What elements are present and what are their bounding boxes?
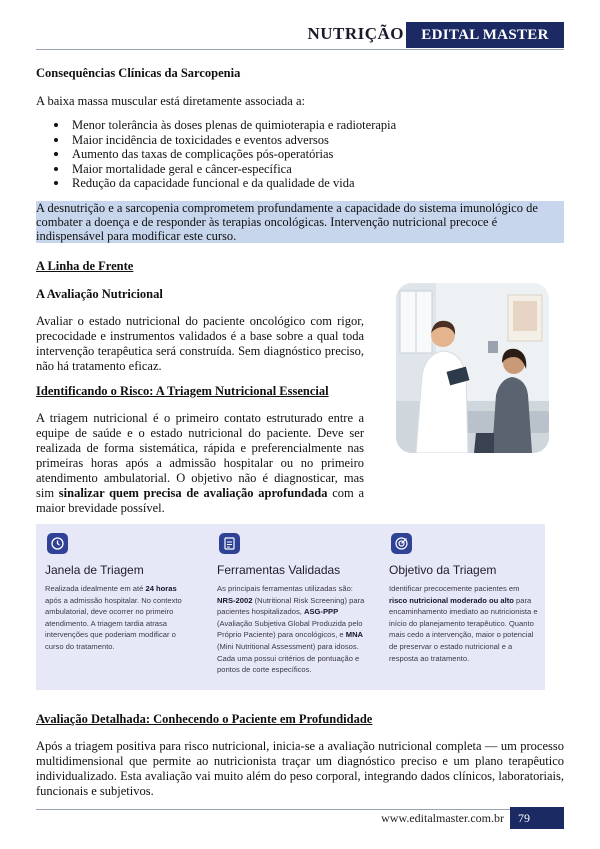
card-screening-window (36, 524, 196, 690)
doctor-patient-photo (396, 283, 549, 453)
clipboard-icon (219, 533, 240, 554)
header-divider (36, 49, 564, 50)
page-number: 79 (510, 807, 564, 829)
card-validated-tools (208, 524, 368, 690)
page-header (0, 22, 600, 50)
header-subject: NUTRIÇÃO (307, 24, 404, 43)
section-heading-screening: Identificando o Risco: A Triagem Nutricional Essencial (36, 384, 329, 398)
assessment-paragraph: Avaliar o estado nutricional do paciente oncológico com rigor, precocidade e instrumentos validados é a base sobre a qual toda intervenção terapêutica será construída. Sem diagnóstico preciso, não há tratamento eficaz. (36, 314, 364, 373)
header-brand: EDITAL MASTER (406, 22, 564, 48)
list-item: Maior mortalidade geral e câncer-específica (52, 162, 552, 177)
list-item: Redução da capacidade funcional e da qualidade de vida (52, 176, 552, 191)
section-heading-front-line: A Linha de Frente (36, 259, 134, 273)
subheading-assessment: A Avaliação Nutricional (36, 287, 163, 301)
card-body: Identificar precocemente pacientes em risco nutricional moderado ou alto para encaminhamento imediato ao nutricionista e início do planejamento terapêutico. Quanto mais cedo a intervenção, maior o potencial de preservar o estado nutricional e a resposta ao tratamento. (389, 584, 538, 663)
list-item: Maior incidência de toxicidades e eventos adversos (52, 133, 552, 148)
section-heading-detailed-assessment: Avaliação Detalhada: Conhecendo o Paciente em Profundidade (36, 712, 373, 726)
consequences-list (52, 118, 552, 191)
intro-text: A baixa massa muscular está diretamente associada a: (36, 94, 305, 108)
list-item: Menor tolerância às doses plenas de quimioterapia e radioterapia (52, 118, 552, 133)
target-icon (391, 533, 412, 554)
footer-divider (36, 809, 564, 810)
screening-paragraph: A triagem nutricional é o primeiro contato estruturado entre a equipe de saúde e o estado nutricional do paciente. Deve ser realizada de forma sistemática, rápida e preferencialmente nas primeiras horas após a admissão hospitalar ou no primeiro atendimento ambulatorial. O objetivo não é diagnosticar, mas sim sinalizar quem precisa de avaliação aprofundada com a maior brevidade possível. (36, 411, 365, 515)
screening-cards (36, 524, 545, 690)
card-title: Objetivo da Triagem (389, 563, 497, 577)
list-item: Aumento das taxas de complicações pós-operatórias (52, 147, 552, 162)
card-title: Janela de Triagem (45, 563, 144, 577)
card-title: Ferramentas Validadas (217, 563, 341, 577)
section-heading-sarcopenia: Consequências Clínicas da Sarcopenia (36, 66, 241, 80)
card-screening-objective (380, 524, 540, 690)
detailed-assessment-paragraph: Após a triagem positiva para risco nutricional, inicia-se a avaliação nutricional completa — um processo multidimensional que permite ao nutricionista traçar um diagnóstico preciso e um plano terapêutico individualizado. Esta avaliação vai muito além do peso corporal, integrando dados clínicos, laboratoriais, funcionais e subjetivos. (36, 739, 564, 798)
card-body: Realizada idealmente em até 24 horas após a admissão hospitalar. No contexto ambulatorial, deve ocorrer no primeiro atendimento. A triagem tardia atrasa intervenções que poderiam modificar o curso do tratamento. (45, 584, 182, 651)
highlight-text: A desnutrição e a sarcopenia comprometem profundamente a capacidade do sistema imunológico de combater a doença e de responder às terapias oncológicas. Intervenção nutricional precoce é indispensável para modificar este curso. (36, 201, 538, 243)
card-body: As principais ferramentas utilizadas são: NRS-2002 (Nutritional Risk Screening) para pacientes hospitalizados, ASG-PPP (Avaliação Subjetiva Global Produzida pelo Próprio Paciente) para oncológicos, e MNA (Mini Nutritional Assessment) para idosos. Cada uma possui critérios de pontuação e pontos de corte específicos. (217, 584, 365, 675)
footer-url[interactable]: www.editalmaster.com.br (381, 811, 504, 825)
clock-icon (47, 533, 68, 554)
